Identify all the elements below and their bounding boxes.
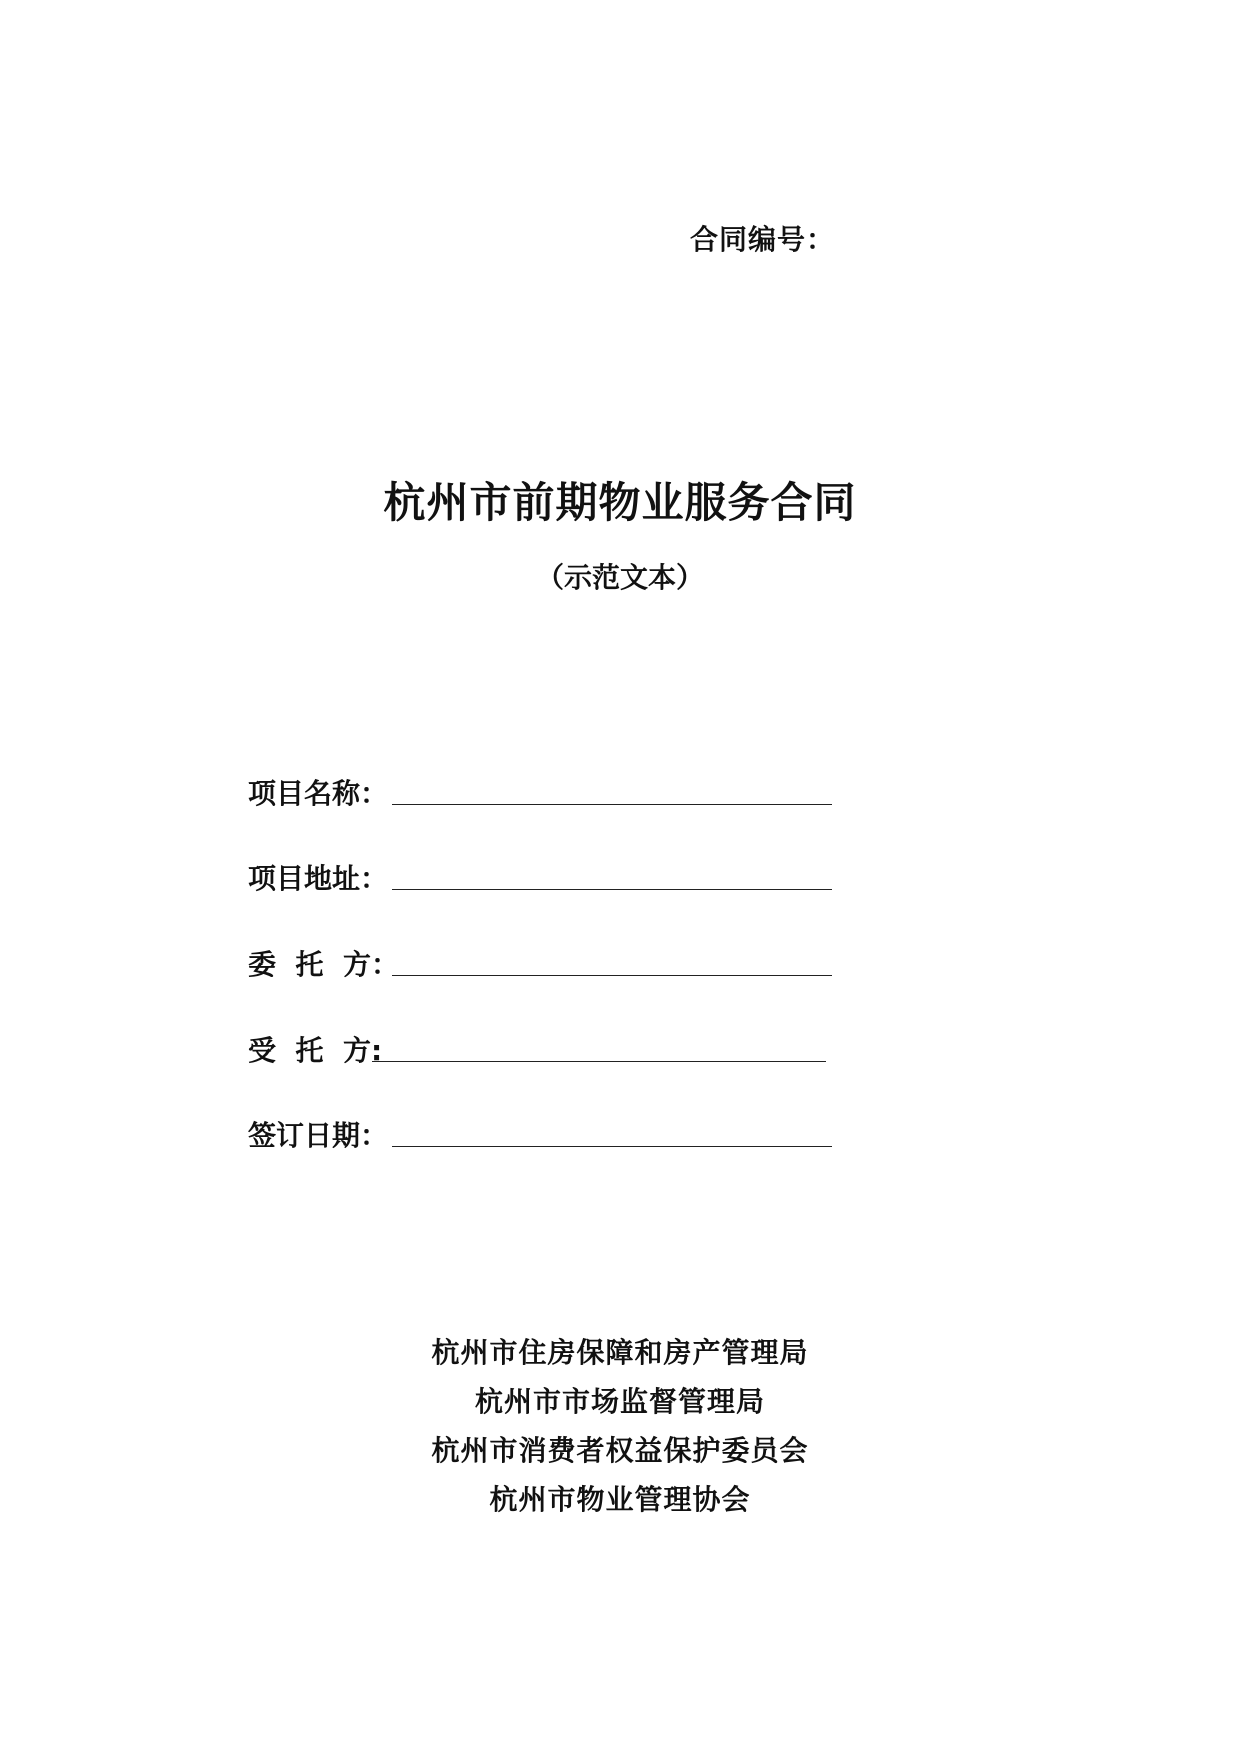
client-blank-line[interactable] (392, 975, 832, 976)
field-label-client: 委 托 方： (248, 948, 399, 981)
field-label-signing-date: 签订日期： (248, 1119, 389, 1152)
issuer-market-supervision-bureau: 杭州市市场监督管理局 (474, 1385, 765, 1418)
trustee-blank-line[interactable] (372, 1061, 826, 1062)
contract-number-label: 合同编号： (690, 223, 836, 256)
field-label-trustee: 受 托 方: (248, 1034, 383, 1067)
issuer-consumer-rights-committee: 杭州市消费者权益保护委员会 (431, 1434, 809, 1467)
document-subtitle: （示范文本） (535, 561, 704, 594)
issuer-housing-bureau: 杭州市住房保障和房产管理局 (431, 1336, 809, 1369)
issuing-authorities (0, 1328, 1240, 1524)
document-title: 杭州市前期物业服务合同 (383, 478, 857, 527)
project-name-blank-line[interactable] (392, 804, 832, 805)
project-address-blank-line[interactable] (392, 889, 832, 890)
issuer-property-management-association: 杭州市物业管理协会 (489, 1483, 751, 1516)
field-label-project-name: 项目名称： (248, 777, 389, 810)
signing-date-blank-line[interactable] (392, 1146, 832, 1147)
field-label-project-address: 项目地址： (248, 862, 389, 895)
